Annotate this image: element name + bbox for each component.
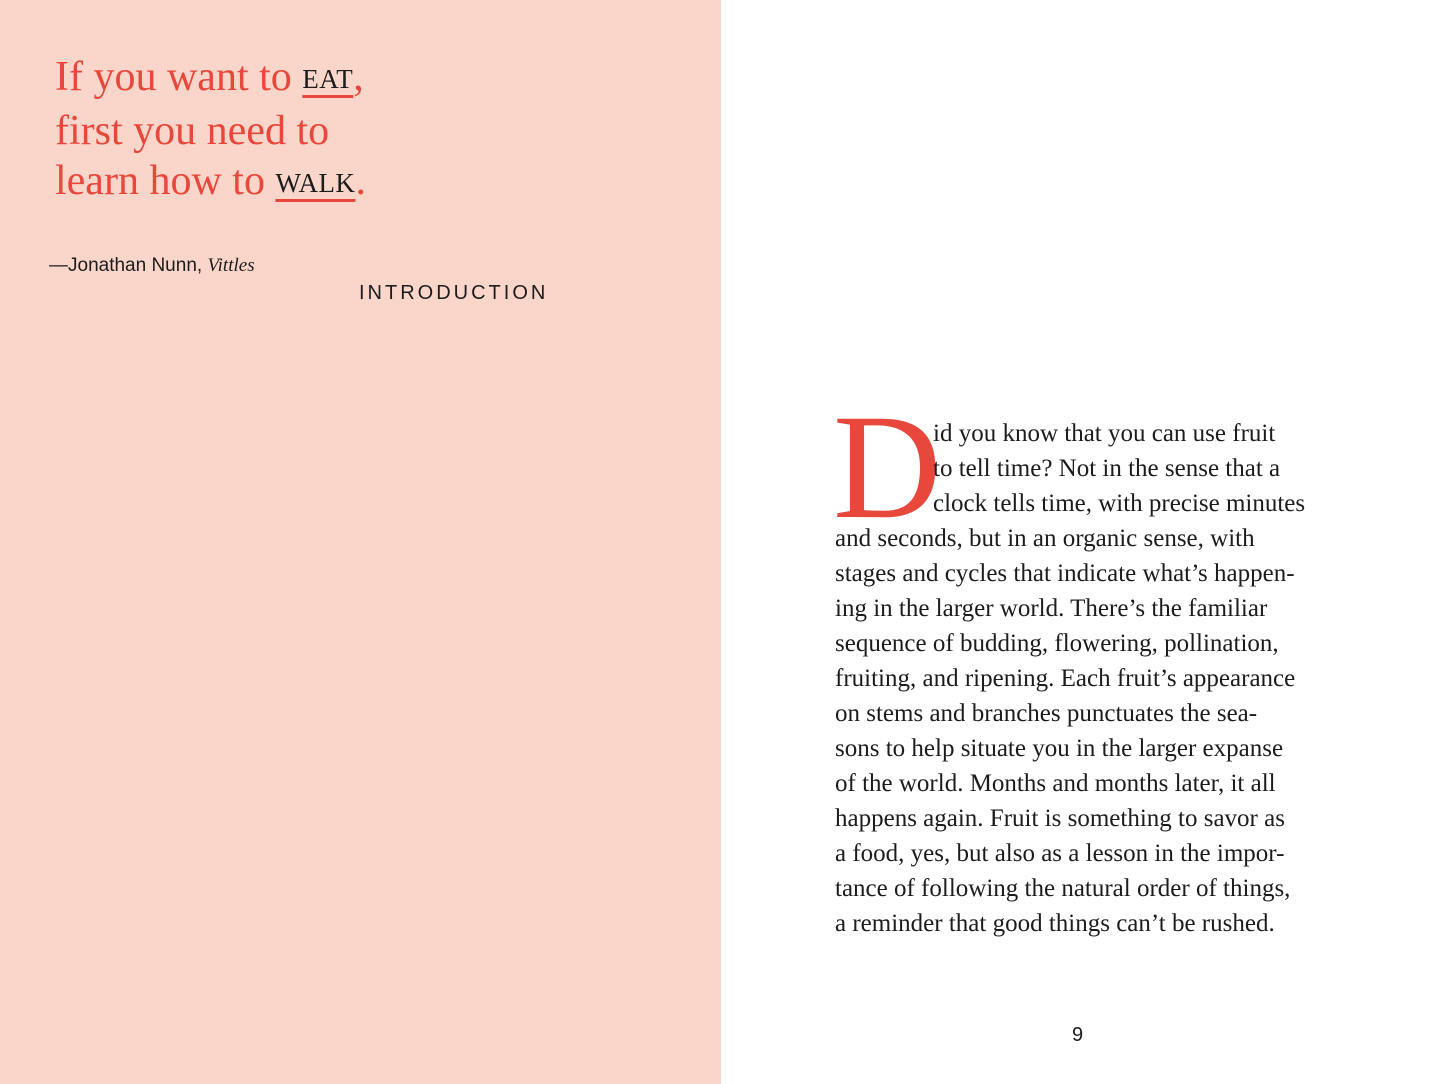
quote-emphasis-eat: EAT (302, 64, 354, 94)
drop-cap: D (833, 384, 942, 550)
quote-line-3 (55, 156, 366, 210)
body-line: sons to help situate you in the larger expanse (835, 735, 1284, 762)
epigraph-quote (55, 52, 366, 210)
body-line: id you know that you can use fruit (933, 420, 1276, 447)
body-line: tance of following the natural order of things, (835, 875, 1291, 902)
quote-emphasis-walk: WALK (275, 168, 356, 198)
quote-text: learn how to (55, 158, 276, 204)
introduction-body (835, 416, 1335, 941)
body-line: on stems and branches punctuates the sea- (835, 700, 1258, 727)
body-line: ing in the larger world. There’s the familiar (835, 595, 1268, 622)
body-line: to tell time? Not in the sense that a (933, 455, 1281, 482)
quote-text: If you want to (55, 54, 303, 100)
body-line: stages and cycles that indicate what’s happen- (835, 560, 1295, 587)
attribution-author: —Jonathan Nunn, (49, 255, 208, 276)
body-line: of the world. Months and months later, it all (835, 770, 1276, 797)
quote-line-1 (55, 52, 366, 106)
quote-attribution (49, 255, 255, 277)
body-line: fruiting, and ripening. Each fruit’s appearance (835, 665, 1296, 692)
body-line: happens again. Fruit is something to savor as (835, 805, 1285, 832)
quote-punctuation: . (355, 158, 366, 204)
body-line: clock tells time, with precise minutes (933, 490, 1306, 517)
quote-punctuation: , (353, 54, 364, 100)
body-line: a food, yes, but also as a lesson in the impor- (835, 840, 1285, 867)
page-number: 9 (1072, 1024, 1084, 1046)
quote-line-2: first you need to (55, 108, 330, 154)
body-line: a reminder that good things can’t be rushed. (835, 910, 1275, 937)
body-line: and seconds, but in an organic sense, with (835, 525, 1255, 552)
attribution-source: Vittles (207, 255, 255, 276)
section-heading: INTRODUCTION (359, 282, 549, 304)
left-page (0, 0, 721, 1084)
body-line: sequence of budding, flowering, pollination, (835, 630, 1279, 657)
